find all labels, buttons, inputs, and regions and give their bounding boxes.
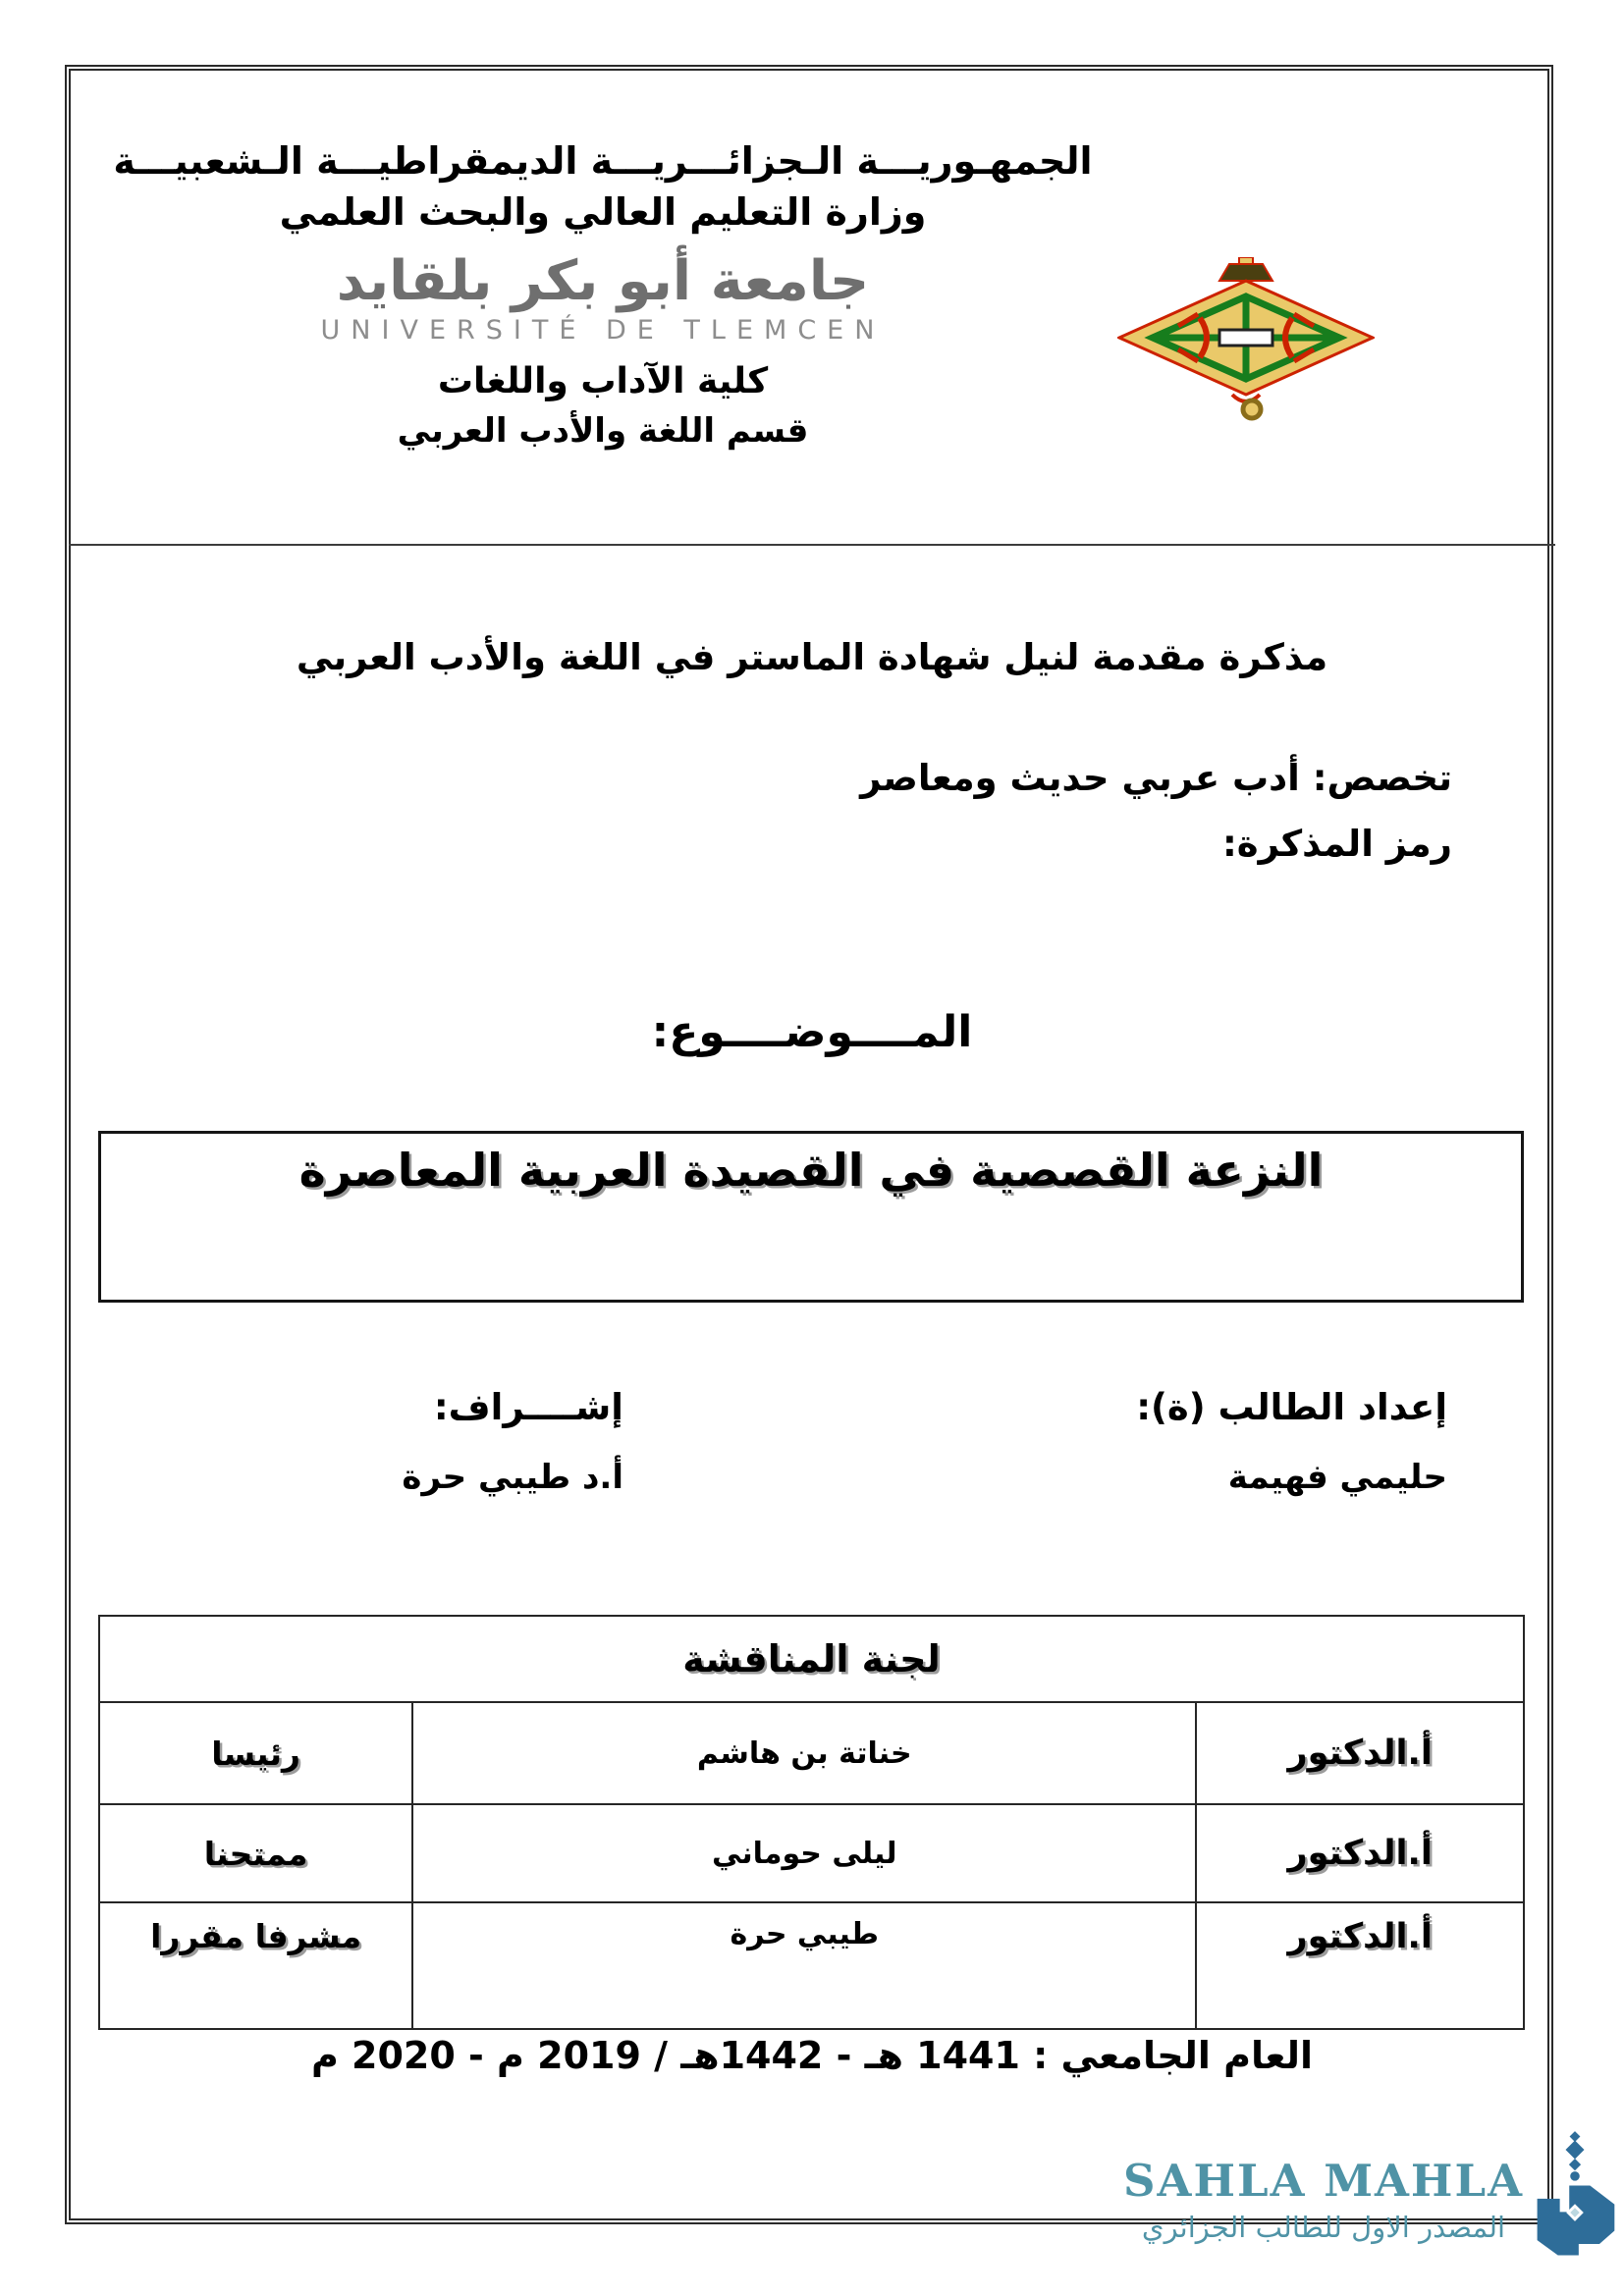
member-name: طيبي حرة — [412, 1902, 1196, 2029]
table-row — [99, 1804, 1524, 1902]
academic-year-line: العام الجامعي : 1441 هـ - 1442هـ / 2019 م - 2020 م — [310, 2034, 1314, 2077]
document-header — [82, 139, 1123, 451]
member-name: ليلى حوماني — [412, 1804, 1196, 1902]
student-name: حليمي فهيمة — [1227, 1458, 1447, 1497]
table-row — [99, 1702, 1524, 1804]
member-title: أ.الدكتور — [1196, 1804, 1524, 1902]
ministry-title: وزارة التعليم العالي والبحث العلمي — [279, 190, 927, 234]
republic-title: الجمهـوريـــة الـجزائـــريـــة الديمقراطيـــة الـشعبيـــة — [113, 139, 1093, 183]
committee-header-row — [99, 1616, 1524, 1702]
university-name-french: UNIVERSITÉ DE TLEMCEN — [320, 315, 886, 346]
specialty-block — [860, 746, 1452, 877]
table-row — [99, 1902, 1524, 2029]
supervisor-name: أ.د طيبي حرة — [402, 1458, 623, 1497]
faculty-name: كلية الآداب واللغات — [437, 361, 769, 401]
department-name: قسم اللغة والأدب العربي — [397, 411, 809, 451]
subject-title-box — [98, 1131, 1524, 1303]
member-name: خناتة بن هاشم — [412, 1702, 1196, 1804]
memoir-code-line: رمز المذكرة: — [1221, 822, 1452, 865]
subject-label: المــــوضــــوع: — [651, 1007, 973, 1057]
prepared-by-block — [1136, 1386, 1447, 1497]
university-emblem-icon — [1117, 257, 1375, 426]
committee-table — [98, 1615, 1525, 2030]
thesis-title: النزعة القصصية في القصيدة العربية المعاصرة — [298, 1144, 1324, 1197]
watermark-brand: SAHLA MAHLA — [1123, 2154, 1524, 2207]
committee-table-title: لجنة المناقشة — [99, 1616, 1524, 1702]
supervision-label: إشــــراف: — [433, 1386, 623, 1428]
member-role: مشرفا مقررا — [99, 1902, 412, 2029]
header-divider-line — [69, 544, 1555, 546]
specialty-line: تخصص: أدب عربي حديث ومعاصر — [860, 757, 1452, 799]
watermark-text-block — [1123, 2155, 1524, 2244]
memoir-statement: مذكرة مقدمة لنيل شهادة الماستر في اللغة والأدب العربي — [296, 636, 1328, 678]
sahla-mahla-logo-icon — [1528, 2130, 1622, 2268]
member-title: أ.الدكتور — [1196, 1702, 1524, 1804]
university-name-arabic: جامعة أبو بكر بلقايد — [336, 249, 870, 313]
watermark-tagline: المصدر الاول للطالب الجزائري — [1141, 2210, 1506, 2244]
member-role: رئيسا — [99, 1702, 412, 1804]
member-role: ممتحنا — [99, 1804, 412, 1902]
member-title: أ.الدكتور — [1196, 1902, 1524, 2029]
prepared-by-label: إعداد الطالب (ة): — [1136, 1386, 1447, 1428]
supervision-block — [402, 1386, 623, 1497]
watermark — [1123, 2130, 1622, 2268]
